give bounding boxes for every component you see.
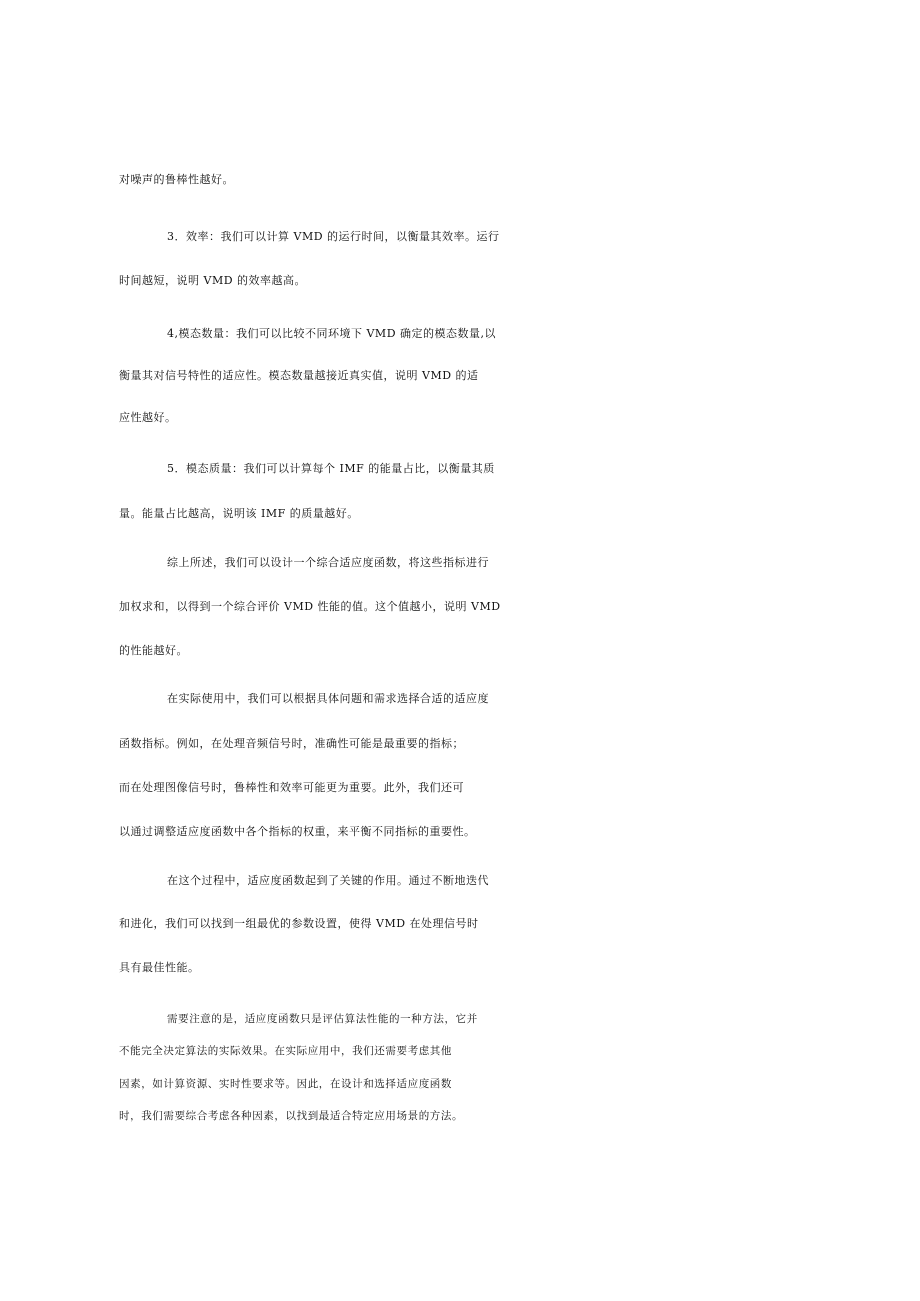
- text-line: 量。能量占比越高，说明该 IMF 的质量越好。: [119, 507, 359, 520]
- text-line: 的性能越好。: [119, 644, 188, 657]
- text-line: 函数指标。例如，在处理音频信号时，准确性可能是最重要的指标；: [119, 737, 464, 750]
- text-line: 在这个过程中，适应度函数起到了关键的作用。通过不断地迭代: [167, 874, 489, 887]
- text-line: 不能完全决定算法的实际效果。在实际应用中，我们还需要考虑其他: [119, 1045, 452, 1057]
- text-line: 因素，如计算资源、实时性要求等。因此，在设计和选择适应度函数: [119, 1078, 452, 1090]
- text-line: 在实际使用中，我们可以根据具体问题和需求选择合适的适应度: [167, 692, 489, 705]
- text-line: 加权求和，以得到一个综合评价 VMD 性能的值。这个值越小，说明 VMD: [119, 600, 501, 613]
- text-line: 需要注意的是，适应度函数只是评估算法性能的一种方法，它并: [167, 1013, 478, 1025]
- text-line: 和进化，我们可以找到一组最优的参数设置，使得 VMD 在处理信号时: [119, 917, 479, 930]
- text-line: 具有最佳性能。: [119, 961, 200, 974]
- text-line: 时间越短，说明 VMD 的效率越高。: [119, 274, 307, 287]
- text-line: 应性越好。: [119, 411, 177, 424]
- text-line: 对噪声的鲁棒性越好。: [119, 173, 234, 186]
- text-line: 综上所述，我们可以设计一个综合适应度函数，将这些指标进行: [167, 556, 489, 569]
- text-line: 时，我们需要综合考虑各种因素，以找到最适合特定应用场景的方法。: [119, 1110, 464, 1122]
- text-line: 3．效率：我们可以计算 VMD 的运行时间，以衡量其效率。运行: [167, 230, 500, 243]
- text-line: 4,模态数量：我们可以比较不同环境下 VMD 确定的模态数量,以: [167, 327, 497, 340]
- text-line: 而在处理图像信号时，鲁棒性和效率可能更为重要。此外，我们还可: [119, 781, 464, 794]
- text-line: 以通过调整适应度函数中各个指标的权重，来平衡不同指标的重要性。: [119, 825, 476, 838]
- text-line: 5．模态质量：我们可以计算每个 IMF 的能量占比，以衡量其质: [167, 462, 495, 475]
- text-line: 衡量其对信号特性的适应性。模态数量越接近真实值，说明 VMD 的适: [119, 369, 479, 382]
